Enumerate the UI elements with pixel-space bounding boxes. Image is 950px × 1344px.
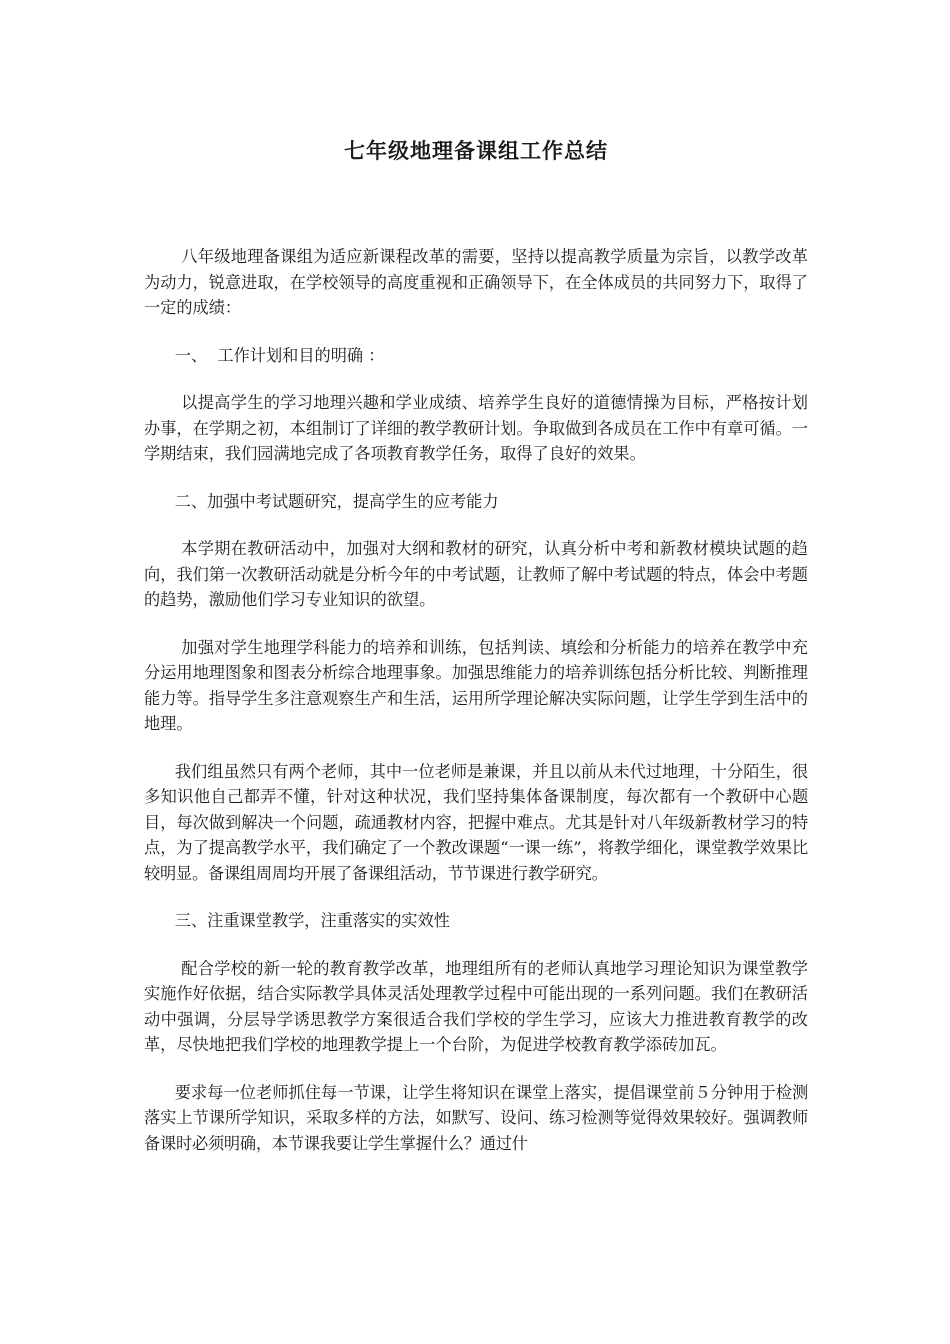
document-title: 七年级地理备课组工作总结 — [344, 138, 608, 163]
section-heading-2: 二、加强中考试题研究，提高学生的应考能力 — [174, 491, 499, 511]
section-2-paragraph-2: 加强对学生地理学科能力的培养和训练，包括判读、填绘和分析能力的培养在教学中充分运用地理图象和图表分析综合地理事象。加强思维能力的培养训练包括分析比较、判断推理能力等。指导学生多注意观察生产和生活，运用所学理论解决实际问题，让学生学到生活中的地理。 — [144, 637, 808, 733]
section-3-paragraph-1: 配合学校的新一轮的教育教学改革，地理组所有的老师认真地学习理论知识为课堂教学实施作好依据，结合实际教学具体灵活处理教学过程中可能出现的一系列问题。我们在教研活动中强调，分层导学诱思教学方案很适合我们学校的学生学习，应该大力推进教育教学的改革，尽快地把我们学校的地理教学提上一个台阶，为促进学校教育教学添砖加瓦。 — [144, 958, 808, 1054]
document-body — [144, 244, 808, 1178]
section-2-paragraph-3: 我们组虽然只有两个老师，其中一位老师是兼课，并且以前从未代过地理，十分陌生，很多知识他自己都弄不懂，针对这种状况，我们坚持集体备课制度，每次都有一个教研中心题目，每次做到解决一个问题，疏通教材内容，把握中难点。尤其是针对八年级新教材学习的特点，为了提高教学水平，我们确定了一个教改课题“一课一练”，将教学细化，课堂教学效果比较明显。备课组周周均开展了备课组活动，节节课进行教学研究。 — [144, 761, 808, 883]
section-1-paragraph: 以提高学生的学习地理兴趣和学业成绩、培养学生良好的道德情操为目标，严格按计划办事，在学期之初，本组制订了详细的教学教研计划。争取做到各成员在工作中有章可循。一学期结束，我们园满地完成了各项教育教学任务，取得了良好的效果。 — [144, 393, 808, 463]
section-heading-3: 三、注重课堂教学，注重落实的实效性 — [174, 911, 450, 930]
section-heading-1: 一、 工作计划和目的明确 ： — [174, 345, 385, 365]
intro-paragraph: 八年级地理备课组为适应新课程改革的需要，坚持以提高教学质量为宗旨，以教学改革为动力，锐意进取，在学校领导的高度重视和正确领导下，在全体成员的共同努力下，取得了一定的成绩： — [144, 247, 808, 317]
section-2-paragraph-1: 本学期在教研活动中，加强对大纲和教材的研究，认真分析中考和新教材模块试题的趋向，我们第一次教研活动就是分析今年的中考试题，让教师了解中考试题的特点，体会中考题的趋势，激励他们学习专业知识的欲望。 — [144, 539, 808, 609]
section-3-paragraph-2: 要求每一位老师抓住每一节课，让学生将知识在课堂上落实，提倡课堂前５分钟用于检测落实上节课所学知识，采取多样的方法，如默写、设问、练习检测等觉得效果较好。强调教师备课时必须明确，本节课我要让学生掌握什么？通过什 — [144, 1082, 808, 1153]
